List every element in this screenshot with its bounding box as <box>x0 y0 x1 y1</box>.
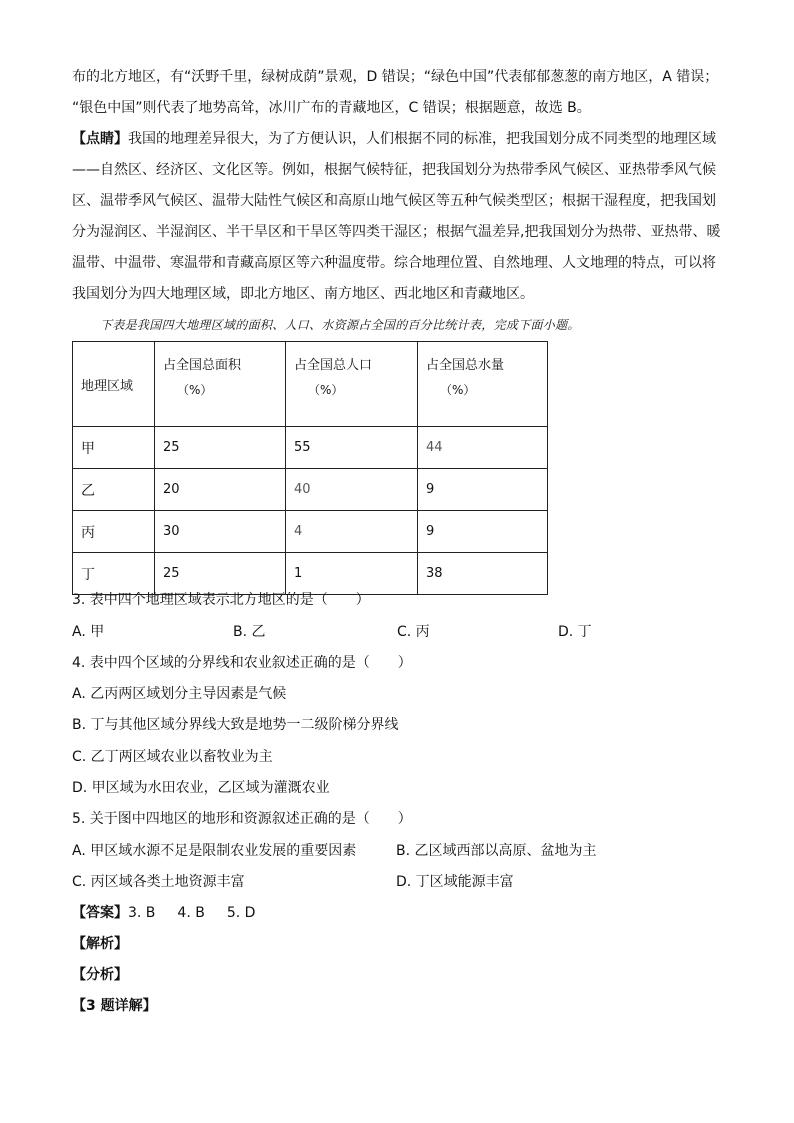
paragraph-line: 分为湿润区、半湿润区、半干旱区和干旱区等四类干湿区；根据气温差异,把我国划分为热带、亚热带、暖 <box>72 224 721 240</box>
answer-line <box>72 903 255 923</box>
table-cell-region: 甲 <box>73 427 155 469</box>
paragraph-line: ——自然区、经济区、文化区等。例如，根据气候特征，把我国划分为热带季风气候区、亚热带季风气候 <box>72 162 716 178</box>
table-header-cell <box>286 342 418 427</box>
answer-value: 5. D <box>226 905 256 921</box>
table-cell: 55 <box>286 427 418 469</box>
q3-detail-heading: 【3 题详解】 <box>72 998 157 1014</box>
table-row <box>73 469 548 511</box>
header-unit: （%） <box>308 383 344 397</box>
paragraph-line: 我国划分为四大地理区域，即北方地区、南方地区、西北地区和青藏地区。 <box>72 286 534 302</box>
q5-option-c[interactable]: C. 丙区域各类土地资源丰富 <box>72 874 245 890</box>
q3-option-b[interactable]: B. 乙 <box>233 624 266 640</box>
answer-value: 4. B <box>177 905 205 921</box>
header-label: 占全国总面积 <box>163 358 242 373</box>
table-cell: 1 <box>286 553 418 595</box>
paragraph-line: 区、温带季风气候区、温带大陆性气候区和高原山地气候区等五种气候类型区；根据干湿程度，把我国划 <box>72 193 716 209</box>
q5-option-b[interactable]: B. 乙区域西部以高原、盆地为主 <box>396 843 597 859</box>
table-cell-region: 丁 <box>73 553 155 595</box>
dianjing-label: 【点睛】 <box>72 131 128 147</box>
region-statistics-table <box>72 341 548 595</box>
header-unit: （%） <box>440 383 476 397</box>
table-header-row <box>73 342 548 427</box>
header-label: 占全国总人口 <box>294 358 373 373</box>
q4-option-a[interactable]: A. 乙丙两区域划分主导因素是气候 <box>72 686 287 702</box>
fenxi-heading: 【分析】 <box>72 967 128 983</box>
table-header-cell <box>155 342 286 427</box>
question-4-stem: 4. 表中四个区域的分界线和农业叙述正确的是（ ） <box>72 655 412 671</box>
q3-option-a[interactable]: A. 甲 <box>72 624 105 640</box>
table-cell: 30 <box>155 511 286 553</box>
table-cell: 25 <box>155 553 286 595</box>
table-row <box>73 427 548 469</box>
header-label: 占全国总水量 <box>426 358 505 373</box>
q4-option-c[interactable]: C. 乙丁两区域农业以畜牧业为主 <box>72 749 273 765</box>
q3-option-d[interactable]: D. 丁 <box>558 624 592 640</box>
table-cell: 20 <box>155 469 286 511</box>
table-cell: 38 <box>418 553 548 595</box>
table-cell-region: 乙 <box>73 469 155 511</box>
table-cell-region: 丙 <box>73 511 155 553</box>
question-5-stem: 5. 关于图中四地区的地形和资源叙述正确的是（ ） <box>72 811 412 827</box>
table-header-cell <box>73 342 155 427</box>
answer-value: 3. B <box>128 905 156 921</box>
table-caption: 下表是我国四大地理区域的面积、人口、水资源占全国的百分比统计表，完成下面小题。 <box>100 318 580 332</box>
table-cell: 4 <box>286 511 418 553</box>
q5-option-d[interactable]: D. 丁区域能源丰富 <box>396 874 514 890</box>
answer-label: 【答案】 <box>72 905 128 921</box>
paragraph-line: “银色中国”则代表了地势高耸，冰川广布的青藏地区，C 错误；根据题意，故选 B。 <box>72 100 591 116</box>
paragraph-line: 温带、中温带、寒温带和青藏高原区等六种温度带。综合地理位置、自然地理、人文地理的特点，可以将 <box>72 255 716 271</box>
table-row <box>73 553 548 595</box>
question-3-stem: 3. 表中四个地理区域表示北方地区的是（ ） <box>72 592 370 608</box>
paragraph-line: 布的北方地区，有“沃野千里，绿树成荫”景观，D 错误；“绿色中国”代表郁郁葱葱的南方地区，A 错误； <box>72 69 719 85</box>
table-cell: 40 <box>286 469 418 511</box>
jiexi-heading: 【解析】 <box>72 936 128 952</box>
q4-option-b[interactable]: B. 丁与其他区域分界线大致是地势一二级阶梯分界线 <box>72 717 399 733</box>
q4-option-d[interactable]: D. 甲区域为水田农业，乙区域为灌溉农业 <box>72 780 330 796</box>
header-unit: （%） <box>177 383 213 397</box>
header-label: 地理区域 <box>81 378 134 394</box>
table-cell: 44 <box>418 427 548 469</box>
table-cell: 9 <box>418 469 548 511</box>
table-row <box>73 511 548 553</box>
table-cell: 25 <box>155 427 286 469</box>
table-header-cell <box>418 342 548 427</box>
paragraph-text: 我国的地理差异很大，为了方便认识，人们根据不同的标准，把我国划分成不同类型的地理区域 <box>128 131 716 147</box>
dianjing-paragraph <box>72 129 716 149</box>
table-cell: 9 <box>418 511 548 553</box>
q5-option-a[interactable]: A. 甲区域水源不足是限制农业发展的重要因素 <box>72 843 357 859</box>
q3-option-c[interactable]: C. 丙 <box>397 624 430 640</box>
